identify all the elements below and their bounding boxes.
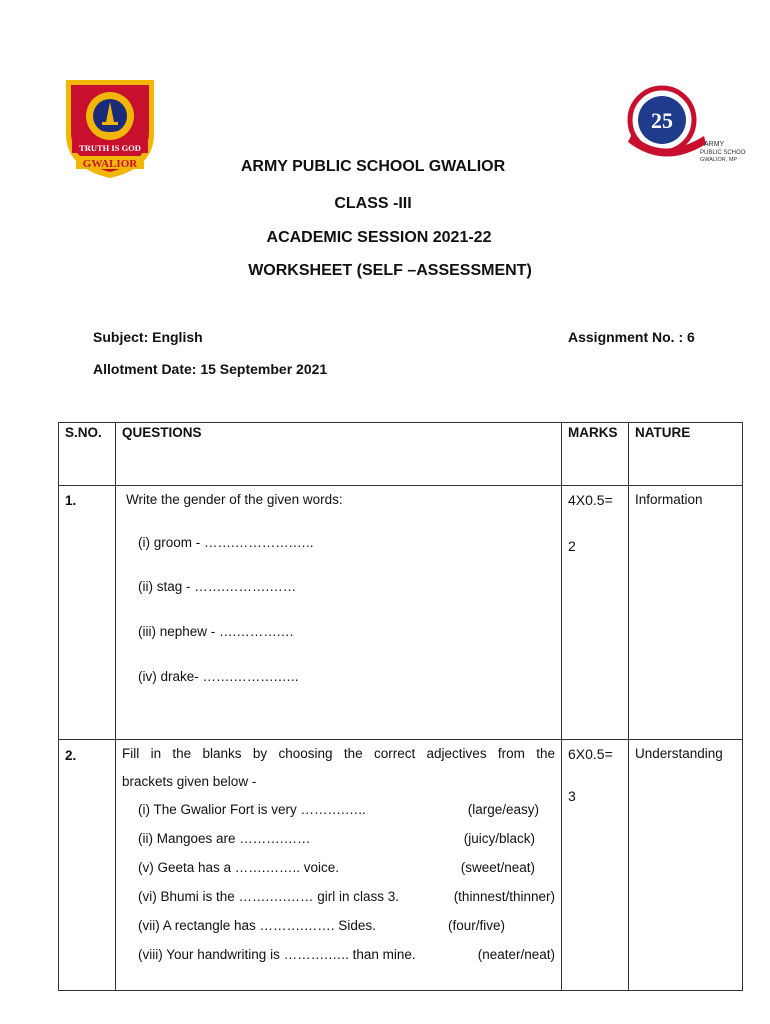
svg-text:ARMY: ARMY bbox=[704, 141, 725, 148]
q2-nature: Understanding bbox=[629, 740, 743, 991]
table-row bbox=[59, 740, 743, 991]
q2-item-option: (thinnest/thinner) bbox=[453, 889, 555, 904]
worksheet-title: WORKSHEET (SELF –ASSESSMENT) bbox=[248, 262, 532, 279]
q2-item-option: (juicy/black) bbox=[463, 831, 535, 846]
q2-item bbox=[122, 889, 555, 904]
q2-prompt-line1: Fill in the blanks by choosing the correct adjectives from the bbox=[122, 746, 555, 761]
table-header-row bbox=[59, 423, 743, 486]
svg-text:TRUTH IS GOD: TRUTH IS GOD bbox=[79, 143, 141, 153]
svg-text:25: 25 bbox=[651, 108, 673, 133]
q2-item-text: (vi) Bhumi is the …….….…… girl in class 3. bbox=[138, 889, 400, 904]
q2-prompt-line2: brackets given below - bbox=[122, 774, 257, 789]
session-title: ACADEMIC SESSION 2021-22 bbox=[266, 229, 492, 246]
header-nature: NATURE bbox=[629, 423, 743, 486]
q2-item bbox=[122, 918, 555, 933]
svg-text:GWALIOR, MP: GWALIOR, MP bbox=[700, 157, 738, 163]
q2-item-option: (neater/neat) bbox=[477, 947, 555, 962]
assignment-number: Assignment No. : 6 bbox=[568, 329, 695, 345]
q1-item: (i) groom - …….………….….. bbox=[138, 535, 314, 550]
q2-marks-formula: 6X0.5= bbox=[568, 746, 613, 762]
anniversary-logo bbox=[618, 84, 746, 166]
q1-marks bbox=[562, 486, 629, 740]
q2-item-option: (four/five) bbox=[447, 918, 505, 933]
q1-sno: 1. bbox=[59, 486, 116, 740]
table-row bbox=[59, 486, 743, 740]
q2-item-text: (ii) Mangoes are ……….…… bbox=[138, 831, 311, 846]
q2-item bbox=[122, 947, 555, 962]
q1-item: (ii) stag - …….……….…… bbox=[138, 579, 297, 594]
q1-item: (iii) nephew - ….……….… bbox=[138, 624, 295, 639]
q1-nature: Information bbox=[629, 486, 743, 740]
q2-item-text: (v) Geeta has a …….…….. voice. bbox=[138, 860, 340, 875]
header-marks: MARKS bbox=[562, 423, 629, 486]
q1-item: (iv) drake- …….……….….. bbox=[138, 669, 299, 684]
q2-item bbox=[122, 802, 555, 817]
q2-item bbox=[122, 831, 555, 846]
school-name: ARMY PUBLIC SCHOOL GWALIOR bbox=[240, 158, 506, 175]
allotment-date: Allotment Date: 15 September 2021 bbox=[93, 361, 328, 377]
questions-table bbox=[58, 422, 743, 991]
header-sno: S.NO. bbox=[59, 423, 116, 486]
q1-marks-total: 2 bbox=[568, 538, 576, 554]
q2-sno: 2. bbox=[59, 740, 116, 991]
q2-marks bbox=[562, 740, 629, 991]
subject-label: Subject: English bbox=[93, 329, 203, 345]
q2-item-option: (large/easy) bbox=[467, 802, 539, 817]
q1-prompt: Write the gender of the given words: bbox=[126, 492, 343, 507]
q2-question bbox=[116, 740, 562, 991]
q2-item-text: (viii) Your handwriting is ……….….. than mine. bbox=[138, 947, 416, 962]
q2-item-text: (i) The Gwalior Fort is very ……….….. bbox=[138, 802, 366, 817]
svg-text:GWALIOR: GWALIOR bbox=[82, 158, 138, 170]
header-questions: QUESTIONS bbox=[116, 423, 562, 486]
q2-item bbox=[122, 860, 555, 875]
q2-marks-total: 3 bbox=[568, 788, 576, 804]
svg-text:PUBLIC SCHOOL: PUBLIC SCHOOL bbox=[700, 150, 746, 156]
class-title: CLASS -III bbox=[334, 195, 412, 212]
q1-question bbox=[116, 486, 562, 740]
q1-marks-formula: 4X0.5= bbox=[568, 492, 613, 508]
q2-item-text: (vii) A rectangle has ……….……. Sides. bbox=[138, 918, 376, 933]
q2-item-option: (sweet/neat) bbox=[460, 860, 535, 875]
